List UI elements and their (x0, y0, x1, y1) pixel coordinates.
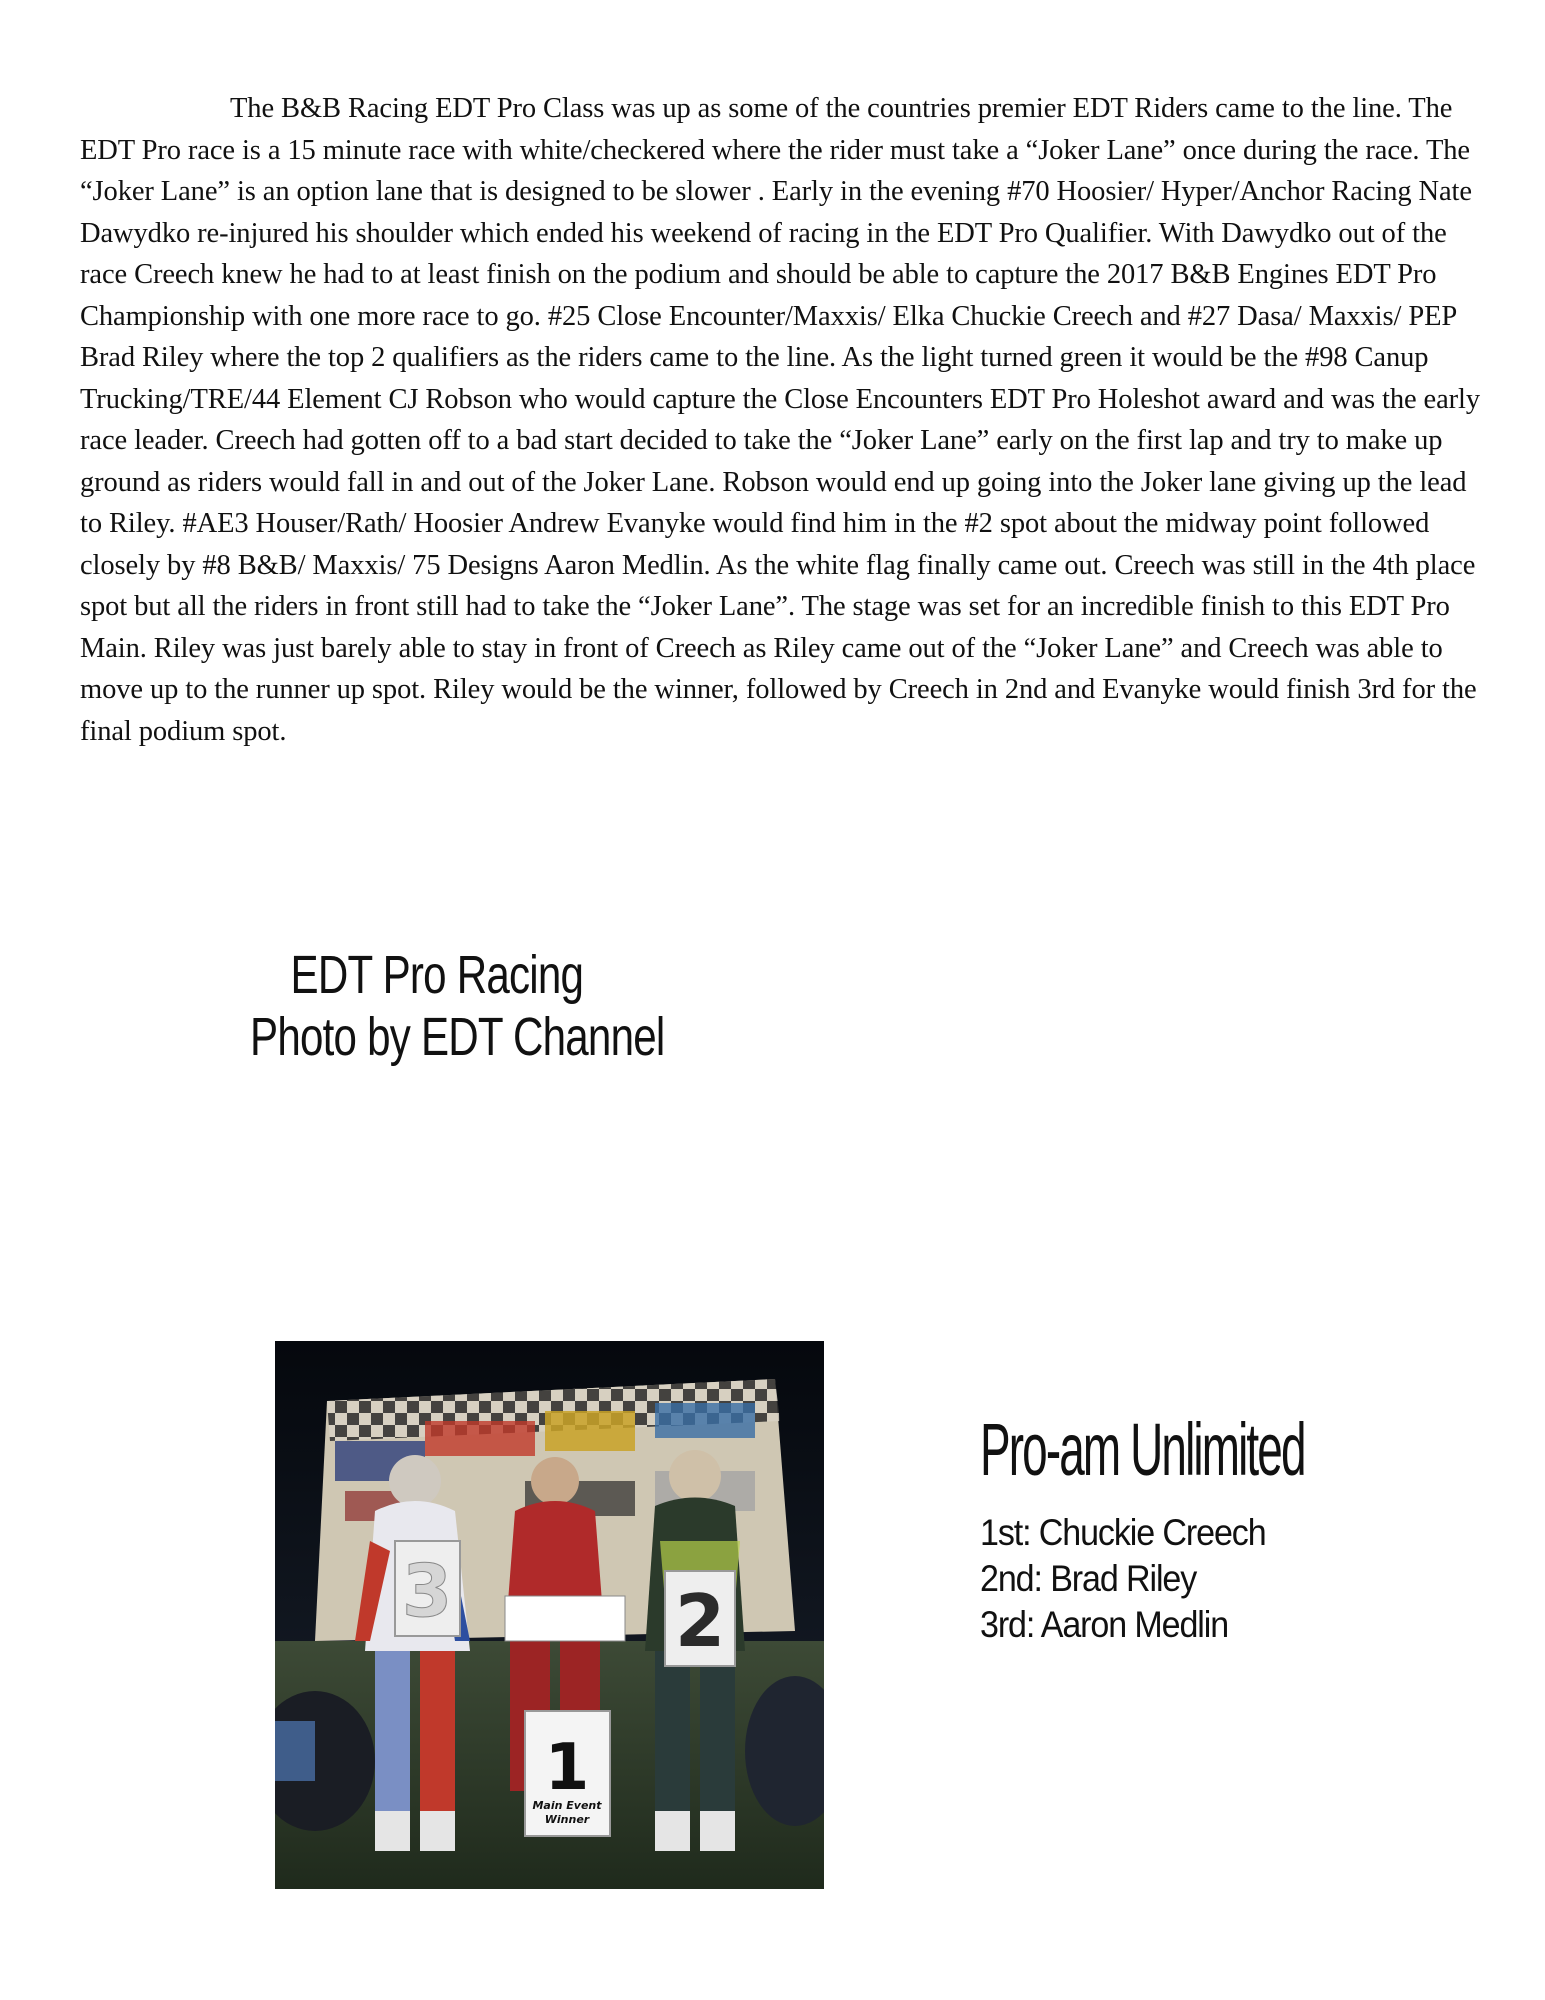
podium-number: 1 (544, 1731, 590, 1805)
podium-text-1: Main Event (532, 1799, 602, 1812)
results-block (980, 1410, 1504, 1648)
results-title: Pro-am Unlimited (980, 1408, 1305, 1491)
results-list (980, 1510, 1504, 1648)
article-paragraph: The B&B Racing EDT Pro Class was up as some of the countries premier EDT Riders came to the line. The EDT Pro race is a 15 minute race with white/checkered where the rider must take a “Joker Lane” once during the race. The “Joker Lane” is an option lane that is designed to be slower . Early in the evening #70 Hoosier/ Hyper/Anchor Racing Nate Dawydko re-injured his shoulder which ended his weekend of racing in the EDT Pro Qualifier. With Dawydko out of the race Creech knew he had to at least finish on the podium and should be able to capture the 2017 B&B Engines EDT Pro Championship with one more race to go. #25 Close Encounter/Maxxis/ Elka Chuckie Creech and #27 Dasa/ Maxxis/ PEP Brad Riley where the top 2 qualifiers as the riders came to the line. As the light turned green it would be the #98 Canup Trucking/TRE/44 Element CJ Robson who would capture the Close Encounters EDT Pro Holeshot award and was the early race leader. Creech had gotten off to a bad start decided to take the “Joker Lane” early on the first lap and try to make up ground as riders would fall in and out of the Joker Lane. Robson would end up going into the Joker lane giving up the lead to Riley. #AE3 Houser/Rath/ Hoosier Andrew Evanyke would find him in the #2 spot about the midway point followed closely by #8 B&B/ Maxxis/ 75 Designs Aaron Medlin. As the white flag finally came out. Creech was still in the 4th place spot but all the riders in front still had to take the “Joker Lane”. The stage was set for an incredible finish to this EDT Pro Main. Riley was just barely able to stay in front of Creech as Riley came out of the “Joker Lane” and Creech was able to move up to the runner up spot. Riley would be the winner, followed by Creech in 2nd and Evanyke would finish 3rd for the final podium spot. (80, 93, 1481, 747)
plate-right-number: 2 (674, 1579, 726, 1663)
result-item: 1st: Chuckie Creech (980, 1512, 1266, 1553)
result-item: 2nd: Brad Riley (980, 1558, 1197, 1599)
podium-photo (275, 1341, 824, 1889)
podium-photo-illustration (275, 1341, 824, 1889)
article-body (80, 88, 1490, 752)
caption-title: EDT Pro Racing (290, 945, 584, 1005)
podium-text-2: Winner (544, 1813, 590, 1826)
photo-caption (250, 944, 664, 1068)
result-item: 3rd: Aaron Medlin (980, 1604, 1229, 1645)
caption-credit: Photo by EDT Channel (250, 1007, 665, 1067)
plate-left-number: 3 (401, 1549, 453, 1633)
